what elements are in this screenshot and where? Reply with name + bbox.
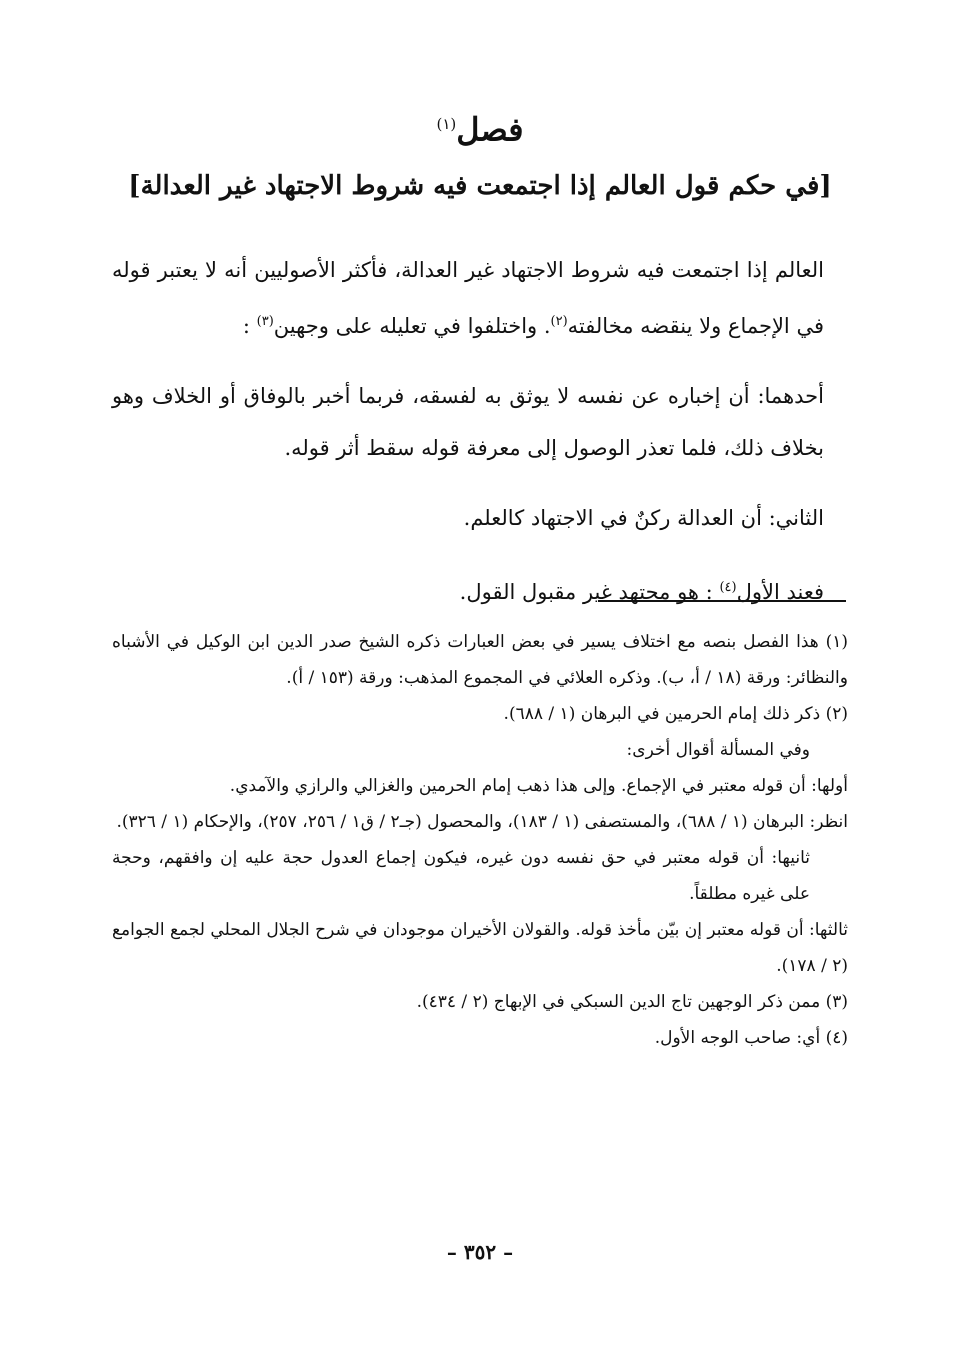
page-number: – ٣٥٢ –	[446, 1240, 514, 1264]
paragraph-1-text-c: :	[242, 314, 257, 338]
footnote-2-references: انظر: البرهان (١ / ٦٨٨)، والمستصفى (١ / ١٨٣)، والمحصول (جـ٢ / ق١ / ٢٥٦، ٢٥٧)، والإحكام (١ / ٣٢٦).	[116, 812, 848, 832]
section-subtitle: [في حكم قول العالم إذا اجتمعت فيه شروط الاجتهاد غير العدالة]	[128, 171, 832, 201]
footnote-ref-2: (٢)	[550, 314, 568, 329]
paragraph-4-text-a: فعند الأول	[736, 580, 824, 604]
paragraph-4-text-b: : هو مجتهد غير مقبول القول.	[459, 580, 720, 604]
paragraph-2: أحدهما: أن إخباره عن نفسه لا يوثق به لفسقه، فربما أخبر بالوفاق أو الخلاف وهو بخلاف ذلك، فلما تعذر الوصول إلى معرفة قوله سقط أثر قوله.	[112, 384, 824, 460]
footnote-2-opinion-3: ثالثها: أن قوله معتبر إن بيّن مأخذ قوله. والقولان الأخيران موجودان في شرح الجلال المحلي لجمع الجوامع (٢ / ١٧٨).	[112, 920, 848, 976]
footnote-divider	[598, 600, 846, 602]
footnote-ref-3: (٣)	[256, 314, 274, 329]
paragraph-1-text-a: العالم إذا اجتمعت فيه شروط الاجتهاد غير العدالة، فأكثر الأصوليين أنه لا يعتبر قوله في الإجماع ولا ينقضه مخالفته	[112, 258, 824, 338]
paragraph-3: الثاني: أن العدالة ركنٌ في الاجتهاد كالعلم.	[463, 506, 824, 530]
footnote-ref-1: (١)	[436, 115, 457, 133]
paragraph-1	[112, 244, 848, 352]
section-heading	[0, 100, 960, 154]
paragraph-1-text-b: . واختلفوا في تعليله على وجهين	[273, 314, 551, 338]
footnote-1: (١) هذا الفصل بنصه مع اختلاف يسير في بعض العبارات ذكره الشيخ صدر الدين ابن الوكيل في الأشباه والنظائر: ورقة (١٨ / أ، ب). وذكره العلائي في المجموع المذهب: ورقة (١٥٣ / أ).	[112, 632, 848, 688]
footnote-3: (٣) ممن ذكر الوجهين تاج الدين السبكي في الإبهاج (٢ / ٤٣٤).	[416, 992, 848, 1012]
section-title: فصل	[456, 110, 524, 149]
footnote-2-other-opinions: وفي المسألة أقوال أخرى:	[626, 740, 810, 760]
footnotes	[112, 624, 848, 1056]
footnote-2: (٢) ذكر ذلك إمام الحرمين في البرهان (١ / ٦٨٨).	[503, 704, 848, 724]
body-text	[112, 244, 848, 636]
footnote-ref-4: (٤)	[719, 580, 737, 595]
footnote-2-opinion-2: ثانيها: أن قوله معتبر في حق نفسه دون غيره، فيكون إجماع العدول حجة عليه إن وافقهم، وحجة على غيره مطلقاً.	[112, 848, 810, 904]
footnote-2-opinion-1: أولها: أن قوله معتبر في الإجماع. وإلى هذا ذهب إمام الحرمين والغزالي والرازي والآمدي.	[229, 776, 848, 796]
footnote-4: (٤) أي: صاحب الوجه الأول.	[654, 1028, 848, 1048]
paragraph-4	[112, 562, 848, 618]
